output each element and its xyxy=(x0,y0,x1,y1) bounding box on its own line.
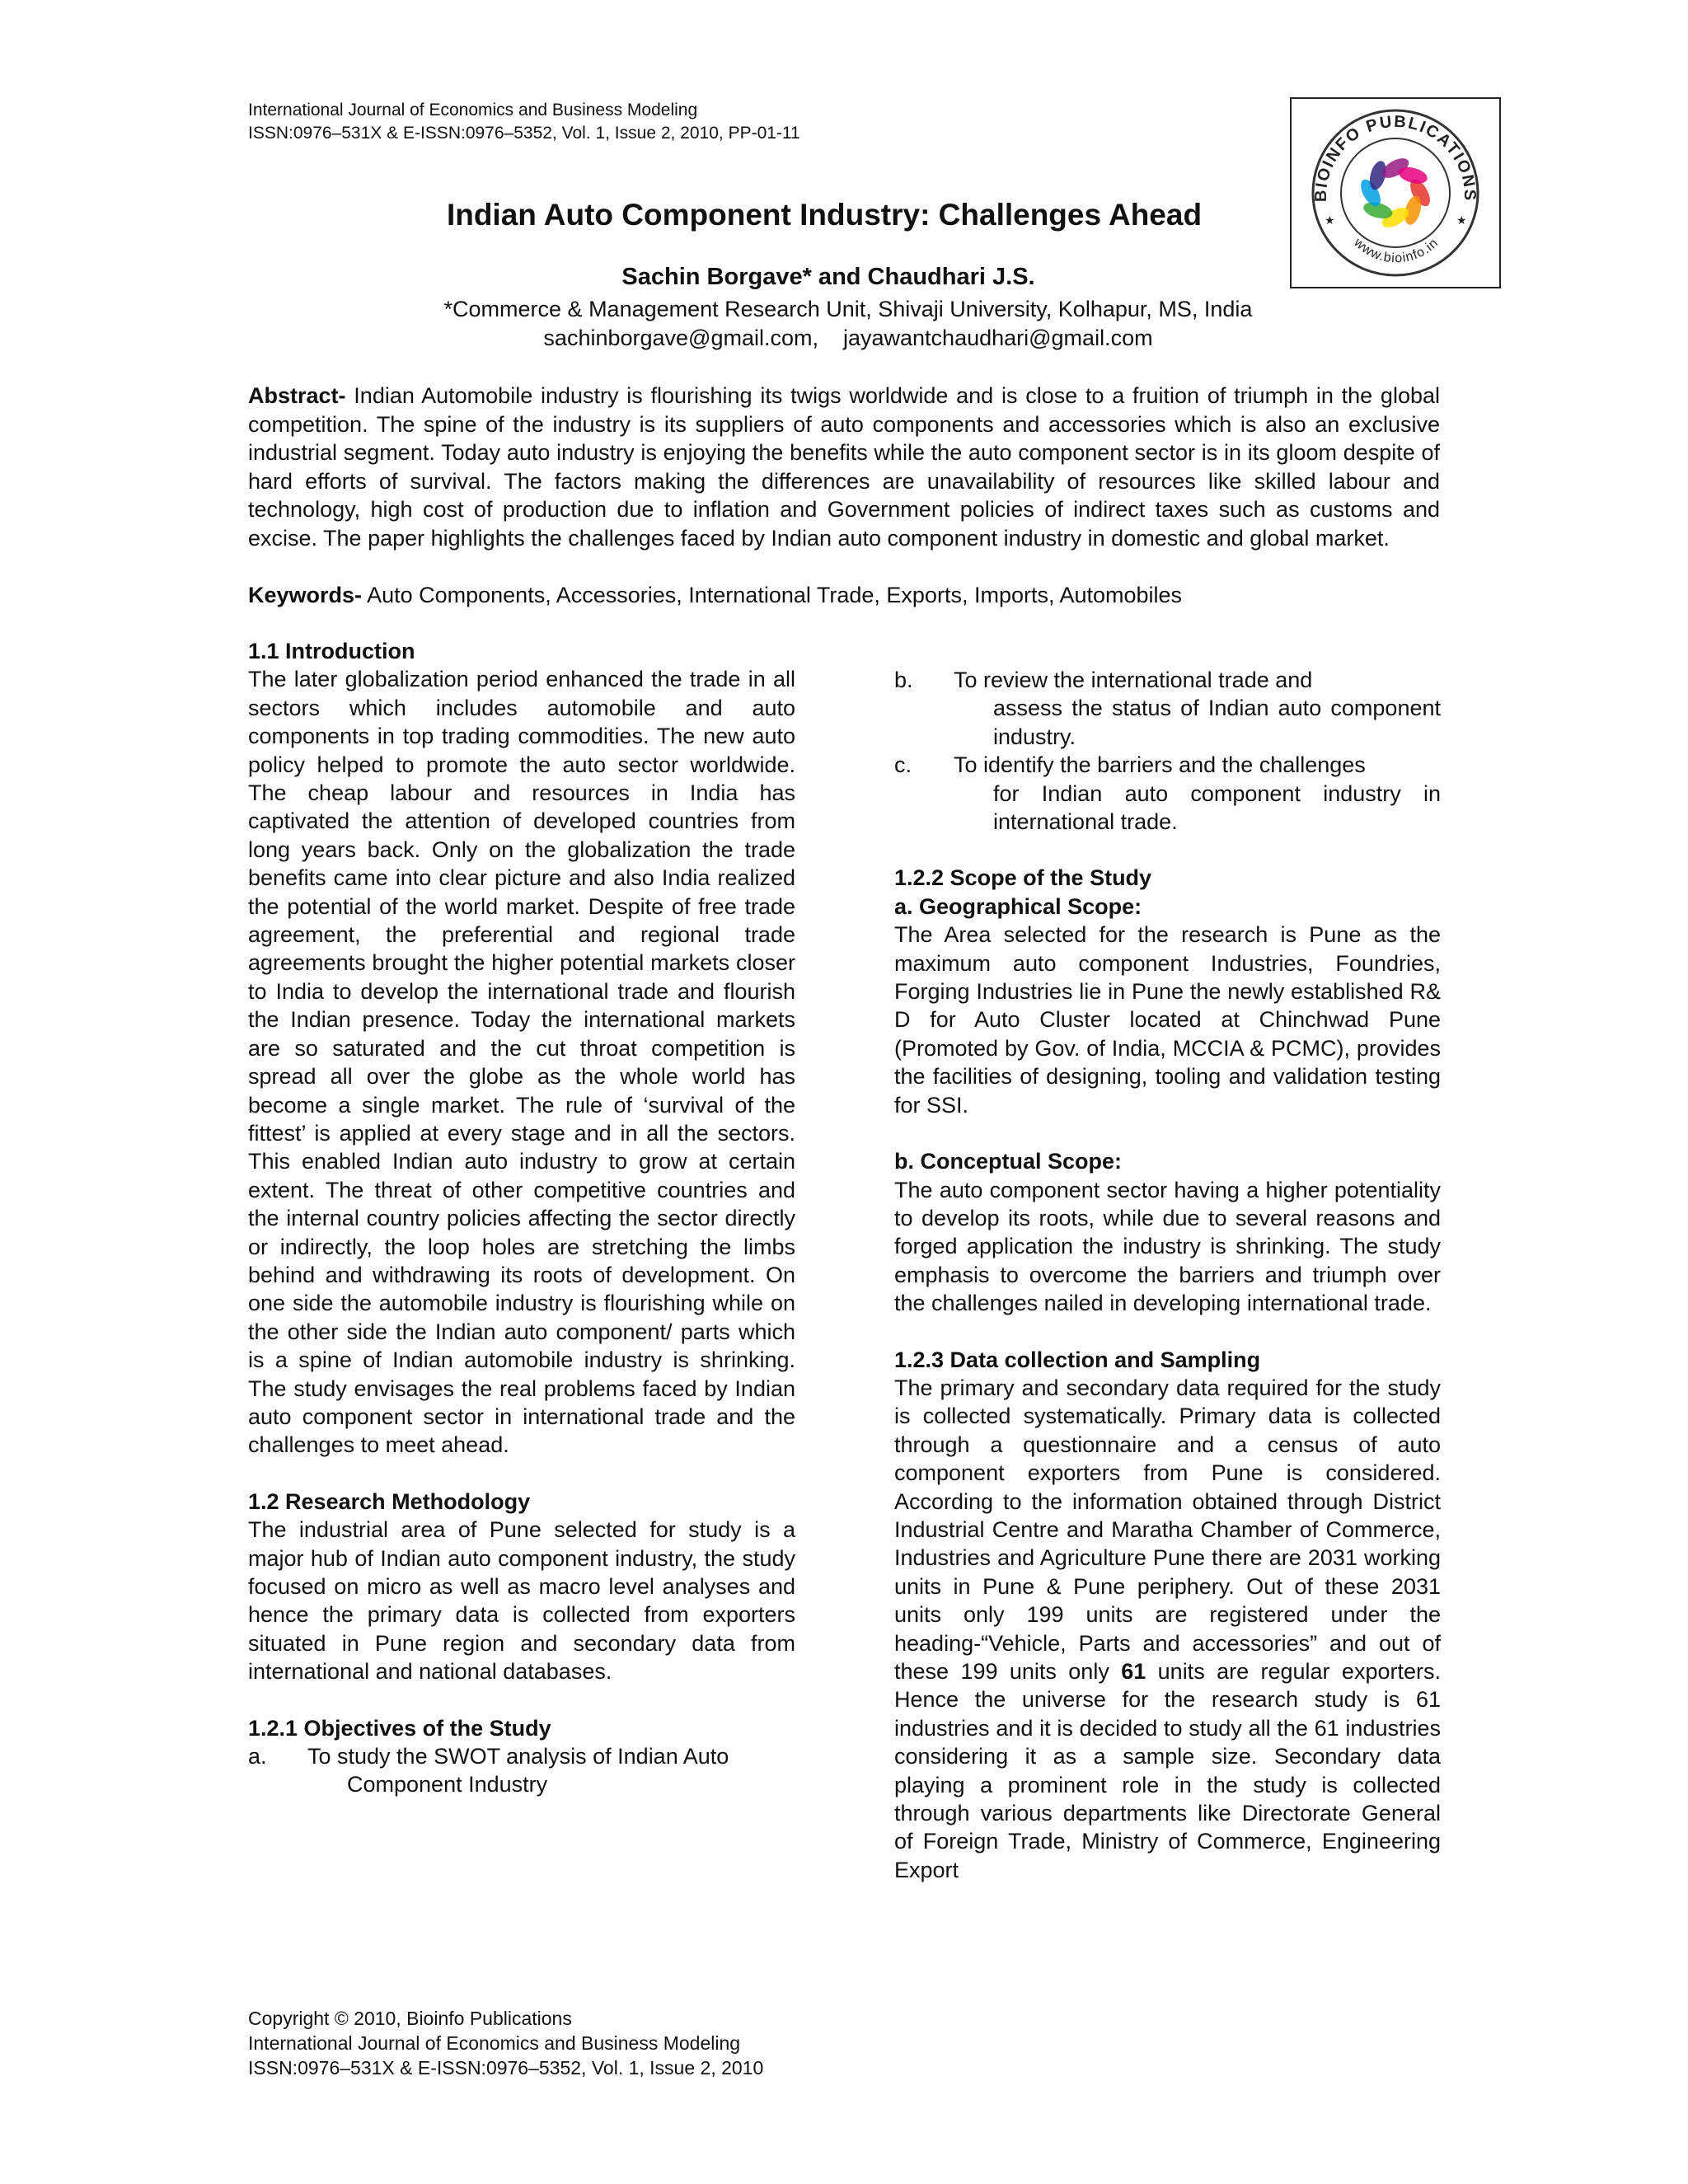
objective-c-continued: for Indian auto component industry in international trade. xyxy=(993,780,1441,835)
authors: Sachin Borgave* and Chaudhari J.S. xyxy=(621,264,1035,290)
objective-c-text: To identify the barriers and the challenges xyxy=(954,752,1366,778)
data-collection-paragraph xyxy=(894,1374,1441,1884)
introduction-paragraph: The later globalization period enhanced the trade in all sectors which includes automobile and auto components in top trading commodities. The new auto policy helped to promote the auto sector worldwide. The cheap labour and resources in India has captivated the attention of developed countries from long years back. Only on the globalization the trade benefits came into clear picture and also India realized the potential of the world market. Despite of free trade agreement, the preferential and regional trade agreements brought the higher potential markets closer to India to develop the international trade and flourish the Indian presence. Today the international markets are so saturated and the cut throat competition is spread all over the globe as the whole world has become a single market. The rule of ‘survival of the fittest’ is applied at every stage and in all the sectors. This enabled Indian auto industry to grow at certain extent. The threat of other competitive countries and the internal country policies affecting the sector directly or indirectly, the loop holes are stretching the limbs behind and withdrawing its roots of development. On one side the automobile industry is flourishing while on the other side the Indian auto component/ parts which is a spine of Indian automobile industry is shrinking. The study envisages the real problems faced by Indian auto component sector in international trade and the challenges to meet ahead. xyxy=(248,667,795,1458)
data-text-part-2: units are regular exporters. Hence the universe for the research study is 61 industries and it is decided to study all the 61 industries considering it as a sample size. Secondary data playing a prominent role in the study is collected through various departments like Directorate General of Foreign Trade, Ministry of Commerce, Engineering Export xyxy=(894,1659,1441,1882)
svg-text:BIOINFO PUBLICATIONS xyxy=(1312,113,1479,202)
footer-journal: International Journal of Economics and Business Modeling xyxy=(248,2032,741,2054)
publisher-logo xyxy=(1290,97,1501,288)
abstract-text: Indian Automobile industry is flourishing its twigs worldwide and is close to a fruition of triumph in the global competition. The spine of the industry is its suppliers of auto components and accessories which is also an exclusive industrial segment. Today auto industry is enjoying the benefits while the auto component sector is in its gloom despite of hard efforts of survival. The factors making the differences are unavailability of resources like skilled labour and technology, high cost of production due to inflation and Government policies of indirect taxes such as customs and excise. The paper highlights the challenges faced by Indian auto component industry in domestic and global market. xyxy=(248,383,1440,551)
keywords-text: Auto Components, Accessories, International Trade, Exports, Imports, Automobiles xyxy=(367,583,1183,607)
objective-b-continued: assess the status of Indian auto component industry. xyxy=(993,696,1441,749)
author-emails: sachinborgave@gmail.com, jayawantchaudhari@gmail.com xyxy=(543,326,1153,350)
keywords-label: Keywords- xyxy=(248,583,363,607)
page-footer xyxy=(248,2006,763,2080)
logo-text-top: BIOINFO PUBLICATIONS xyxy=(1311,112,1479,203)
svg-text:★: ★ xyxy=(1456,214,1467,227)
abstract-label: Abstract- xyxy=(248,383,346,408)
objective-b xyxy=(894,666,1441,694)
objective-a xyxy=(248,1742,795,1770)
objective-c xyxy=(894,751,1441,779)
exporter-count: 61 xyxy=(1121,1659,1146,1684)
section-heading-objectives: 1.2.1 Objectives of the Study xyxy=(248,1715,551,1741)
section-heading-data-collection: 1.2.3 Data collection and Sampling xyxy=(894,1347,1261,1372)
keywords xyxy=(248,581,1440,609)
affiliation: *Commerce & Management Research Unit, Shivaji University, Kolhapur, MS, India xyxy=(443,297,1253,321)
logo-text-bottom: www.bioinfo.in xyxy=(1351,235,1442,266)
svg-text:www.bioinfo.in xyxy=(1351,235,1442,265)
right-column xyxy=(894,666,1441,1884)
paper-title: Indian Auto Component Industry: Challenges Ahead xyxy=(446,198,1203,232)
journal-header xyxy=(248,99,800,145)
section-heading-introduction: 1.1 Introduction xyxy=(248,639,415,663)
conceptual-scope-paragraph: The auto component sector having a higher potentiality to develop its roots, while due to several reasons and forged application the industry is shrinking. The study emphasis to overcome the barriers and triumph over the challenges nailed in developing international trade. xyxy=(894,1177,1441,1316)
abstract xyxy=(248,382,1440,553)
list-marker: c. xyxy=(894,752,912,778)
data-text-part-1: The primary and secondary data required for the study is collected systematically. Primary data is collected through a questionnaire and a census of auto component exporters from Pune is considered. According to the information obtained through District Industrial Centre and Maratha Chamber of Commerce, Industries and Agriculture Pune there are 2031 working units in Pune & Pune periphery. Out of these 2031 units only 199 units are registered under the heading-“Vehicle, Parts and accessories” and out of these 199 units only xyxy=(894,1375,1441,1684)
journal-issn: ISSN:0976–531X & E-ISSN:0976–5352, Vol. 1, Issue 2, 2010, PP-01-11 xyxy=(248,124,800,143)
objective-a-continued: Component Industry xyxy=(347,1772,548,1797)
methodology-paragraph: The industrial area of Pune selected for study is a major hub of Indian auto component industry, the study focused on micro as well as macro level analyses and hence the primary data is collected from exporters situated in Pune region and secondary data from international and national databases. xyxy=(248,1517,795,1685)
journal-name: International Journal of Economics and Business Modeling xyxy=(248,101,698,120)
objective-a-text: To study the SWOT analysis of Indian Auto xyxy=(307,1744,729,1769)
bioinfo-logo-icon xyxy=(1292,99,1499,287)
section-heading-methodology: 1.2 Research Methodology xyxy=(248,1488,531,1514)
subheading-conceptual-scope: b. Conceptual Scope: xyxy=(894,1149,1123,1174)
list-marker: b. xyxy=(894,668,913,692)
section-heading-scope: 1.2.2 Scope of the Study xyxy=(894,865,1152,891)
left-column xyxy=(248,637,795,1799)
list-marker: a. xyxy=(248,1744,267,1769)
objective-b-text: To review the international trade and xyxy=(954,668,1313,692)
svg-text:★: ★ xyxy=(1325,214,1335,227)
footer-issn: ISSN:0976–531X & E-ISSN:0976–5352, Vol. 1, Issue 2, 2010 xyxy=(248,2057,764,2079)
geographical-scope-paragraph: The Area selected for the research is Pune as the maximum auto component Industries, Foundries, Forging Industries lie in Pune the newly established R& D for Auto Cluster located at Chinchwad Pune (Promoted by Gov. of India, MCCIA & PCMC), provides the facilities of designing, tooling and validation testing for SSI. xyxy=(894,922,1441,1118)
footer-copyright: Copyright © 2010, Bioinfo Publications xyxy=(248,2008,572,2029)
subheading-geographical-scope: a. Geographical Scope: xyxy=(894,893,1142,919)
